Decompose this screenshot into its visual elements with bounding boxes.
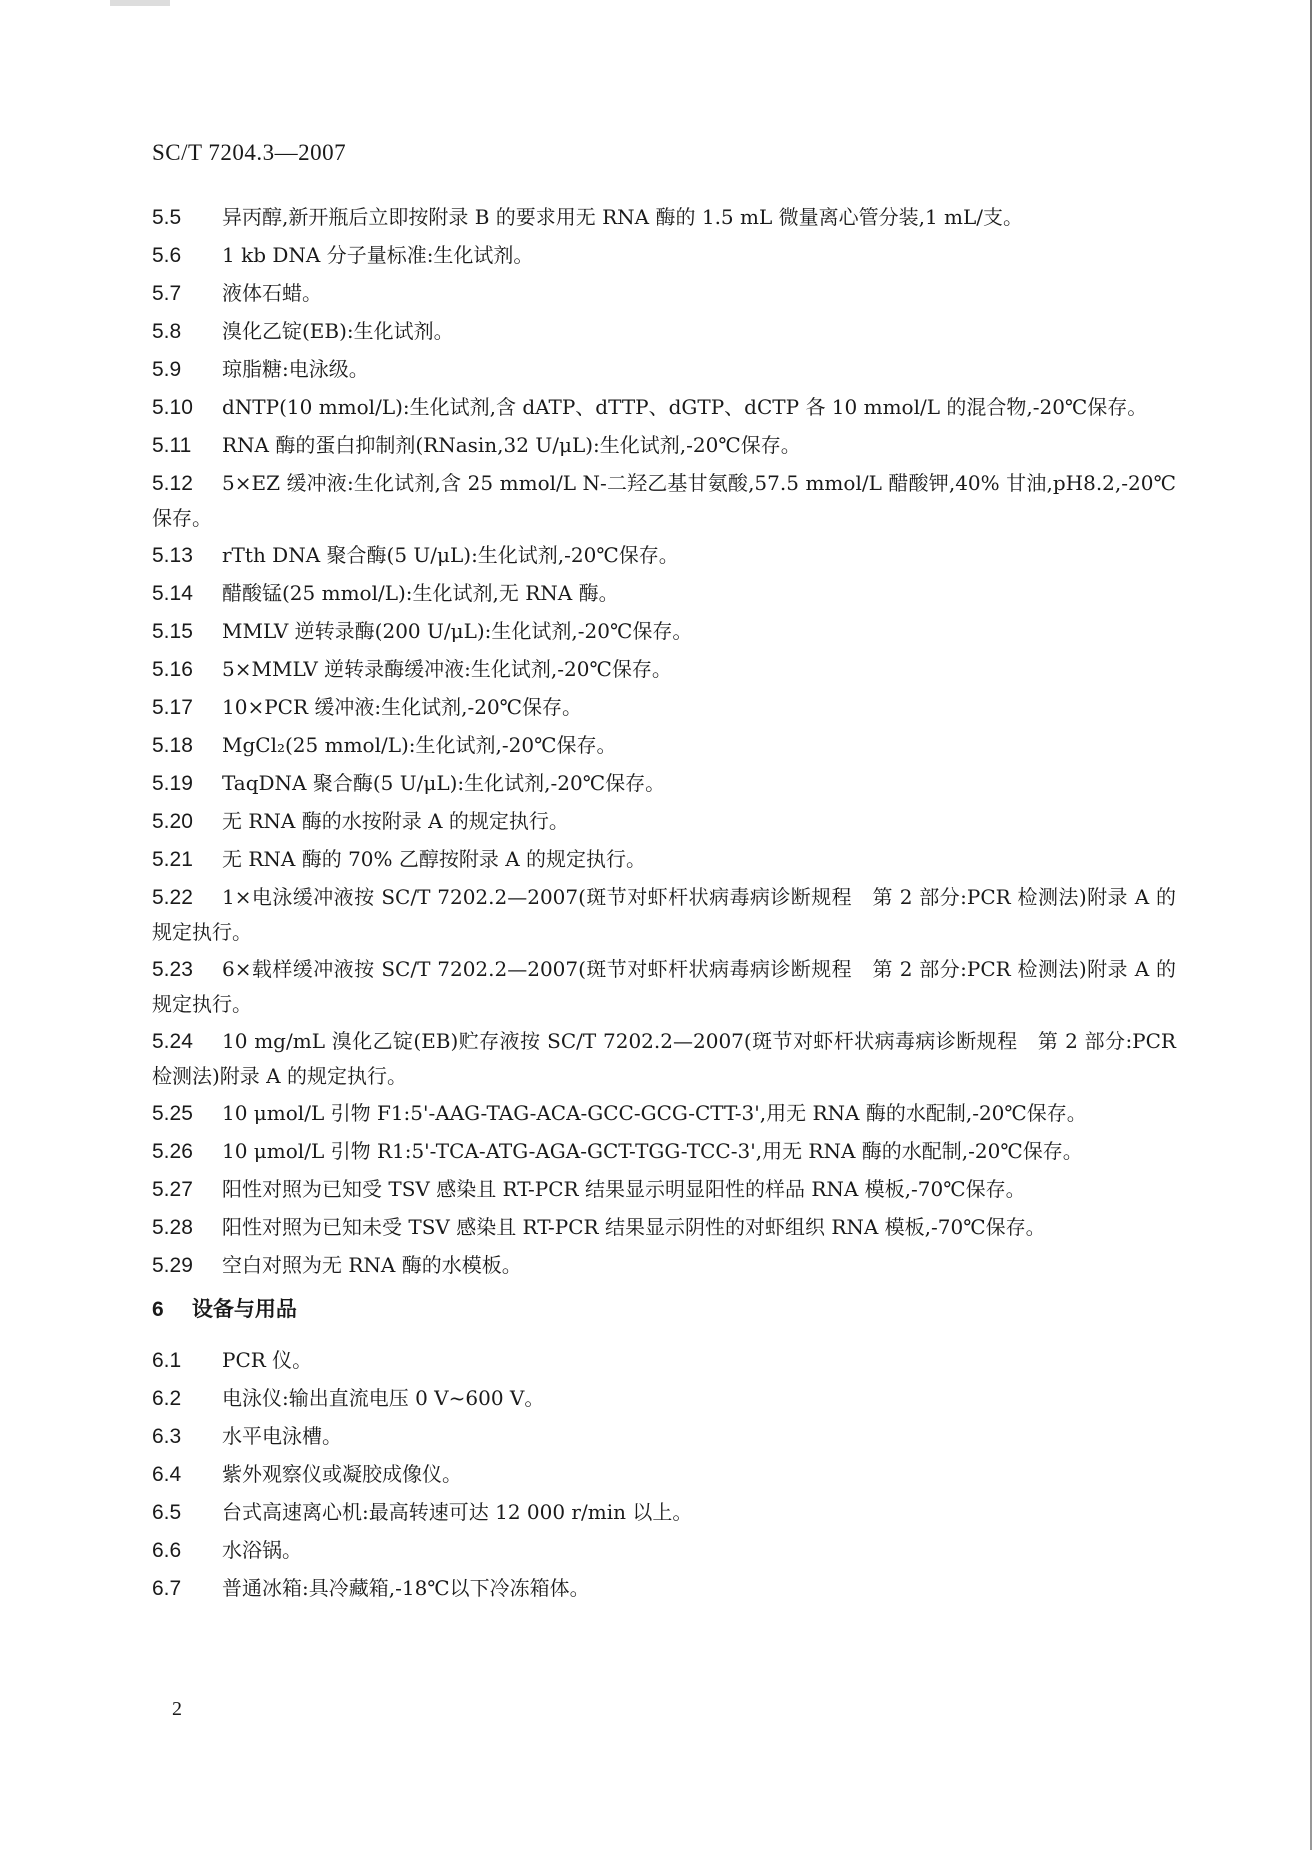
clause-number: 5.28 bbox=[152, 1216, 193, 1239]
clause-number: 5.18 bbox=[152, 734, 193, 757]
clause-item bbox=[152, 1210, 1176, 1245]
clause-text: dNTP(10 mmol/L):生化试剂,含 dATP、dTTP、dGTP、dCTP 各 10 mmol/L 的混合物,-20℃保存。 bbox=[222, 395, 1148, 419]
clause-number: 5.22 bbox=[152, 886, 193, 909]
clause-item bbox=[152, 766, 1176, 801]
clause-item bbox=[152, 614, 1176, 649]
clause-text: MgCl₂(25 mmol/L):生化试剂,-20℃保存。 bbox=[222, 733, 617, 757]
clause-item bbox=[152, 466, 1176, 535]
clause-text: 水平电泳槽。 bbox=[222, 1424, 342, 1448]
clause-number: 5.25 bbox=[152, 1102, 193, 1125]
clause-text: 紫外观察仪或凝胶成像仪。 bbox=[222, 1462, 462, 1486]
clause-text: 10 μmol/L 引物 R1:5'-TCA-ATG-AGA-GCT-TGG-TCC-3',用无 RNA 酶的水配制,-20℃保存。 bbox=[222, 1139, 1083, 1163]
clause-text: 空白对照为无 RNA 酶的水模板。 bbox=[222, 1253, 522, 1277]
clause-number: 5.17 bbox=[152, 696, 193, 719]
clause-text: 异丙醇,新开瓶后立即按附录 B 的要求用无 RNA 酶的 1.5 mL 微量离心管分装,1 mL/支。 bbox=[222, 205, 1024, 229]
clause-item bbox=[152, 314, 1176, 349]
clause-number: 5.6 bbox=[152, 244, 182, 267]
clause-item bbox=[152, 728, 1176, 763]
clause-item bbox=[152, 1533, 1176, 1568]
clause-number: 5.8 bbox=[152, 320, 182, 343]
clause-text: 电泳仪:输出直流电压 0 V~600 V。 bbox=[222, 1386, 545, 1410]
clause-text: MMLV 逆转录酶(200 U/μL):生化试剂,-20℃保存。 bbox=[222, 619, 693, 643]
clause-number: 5.13 bbox=[152, 544, 193, 567]
clause-text: TaqDNA 聚合酶(5 U/μL):生化试剂,-20℃保存。 bbox=[222, 771, 666, 795]
section-5-items bbox=[152, 200, 1176, 1283]
clause-item bbox=[152, 1096, 1176, 1131]
clause-text: 无 RNA 酶的水按附录 A 的规定执行。 bbox=[222, 809, 569, 833]
document-body bbox=[152, 200, 1176, 1609]
clause-text: RNA 酶的蛋白抑制剂(RNasin,32 U/μL):生化试剂,-20℃保存。 bbox=[222, 433, 801, 457]
clause-item bbox=[152, 1024, 1176, 1093]
clause-number: 5.7 bbox=[152, 282, 182, 305]
scan-edge-line bbox=[1310, 0, 1312, 1850]
clause-number: 5.21 bbox=[152, 848, 193, 871]
clause-text: 5×MMLV 逆转录酶缓冲液:生化试剂,-20℃保存。 bbox=[222, 657, 672, 681]
clause-text: 6×载样缓冲液按 SC/T 7202.2—2007(斑节对虾杆状病毒病诊断规程 第 2 部分:PCR 检测法)附录 A 的规定执行。 bbox=[152, 957, 1176, 1016]
clause-item bbox=[152, 652, 1176, 687]
clause-item bbox=[152, 1248, 1176, 1283]
clause-number: 5.24 bbox=[152, 1030, 193, 1053]
clause-item bbox=[152, 952, 1176, 1021]
clause-number: 5.5 bbox=[152, 206, 182, 229]
clause-item bbox=[152, 1134, 1176, 1169]
clause-item bbox=[152, 690, 1176, 725]
clause-item bbox=[152, 842, 1176, 877]
clause-item bbox=[152, 200, 1176, 235]
clause-text: 溴化乙锭(EB):生化试剂。 bbox=[222, 319, 454, 343]
clause-number: 6.6 bbox=[152, 1539, 182, 1562]
clause-number: 6.3 bbox=[152, 1425, 182, 1448]
clause-item bbox=[152, 1343, 1176, 1378]
clause-item bbox=[152, 276, 1176, 311]
document-id: SC/T 7204.3—2007 bbox=[152, 140, 347, 165]
clause-number: 5.9 bbox=[152, 358, 182, 381]
clause-item bbox=[152, 538, 1176, 573]
clause-item bbox=[152, 1172, 1176, 1207]
clause-number: 6.5 bbox=[152, 1501, 182, 1524]
clause-text: PCR 仪。 bbox=[222, 1348, 313, 1372]
clause-item bbox=[152, 576, 1176, 611]
clause-text: 台式高速离心机:最高转速可达 12 000 r/min 以上。 bbox=[222, 1500, 693, 1524]
clause-text: rTth DNA 聚合酶(5 U/μL):生化试剂,-20℃保存。 bbox=[222, 543, 679, 567]
section-6-items bbox=[152, 1343, 1176, 1606]
clause-text: 普通冰箱:具冷藏箱,-18℃以下冷冻箱体。 bbox=[222, 1576, 590, 1600]
clause-item bbox=[152, 1495, 1176, 1530]
clause-item bbox=[152, 1381, 1176, 1416]
clause-number: 5.19 bbox=[152, 772, 193, 795]
section-title: 设备与用品 bbox=[191, 1298, 297, 1321]
clause-text: 阳性对照为已知未受 TSV 感染且 RT-PCR 结果显示阴性的对虾组织 RNA 模板,-70℃保存。 bbox=[222, 1215, 1046, 1239]
clause-item bbox=[152, 238, 1176, 273]
clause-number: 6.2 bbox=[152, 1387, 182, 1410]
clause-text: 1×电泳缓冲液按 SC/T 7202.2—2007(斑节对虾杆状病毒病诊断规程 第 2 部分:PCR 检测法)附录 A 的规定执行。 bbox=[152, 885, 1176, 944]
clause-number: 5.29 bbox=[152, 1254, 193, 1277]
clause-item bbox=[152, 1419, 1176, 1454]
clause-number: 6.4 bbox=[152, 1463, 182, 1486]
clause-text: 阳性对照为已知受 TSV 感染且 RT-PCR 结果显示明显阳性的样品 RNA 模板,-70℃保存。 bbox=[222, 1177, 1026, 1201]
clause-text: 10 mg/mL 溴化乙锭(EB)贮存液按 SC/T 7202.2—2007(斑节对虾杆状病毒病诊断规程 第 2 部分:PCR 检测法)附录 A 的规定执行。 bbox=[152, 1029, 1176, 1088]
clause-text: 水浴锅。 bbox=[222, 1538, 302, 1562]
clause-item bbox=[152, 880, 1176, 949]
clause-number: 5.20 bbox=[152, 810, 193, 833]
clause-item bbox=[152, 390, 1176, 425]
clause-item bbox=[152, 428, 1176, 463]
clause-number: 5.23 bbox=[152, 958, 193, 981]
page-number: 2 bbox=[172, 1698, 182, 1720]
clause-item bbox=[152, 1457, 1176, 1492]
clause-number: 5.11 bbox=[152, 434, 192, 457]
clause-number: 5.15 bbox=[152, 620, 193, 643]
clause-text: 10 μmol/L 引物 F1:5'-AAG-TAG-ACA-GCC-GCG-CTT-3',用无 RNA 酶的水配制,-20℃保存。 bbox=[222, 1101, 1087, 1125]
section-heading bbox=[152, 1293, 1176, 1327]
clause-text: 醋酸锰(25 mmol/L):生化试剂,无 RNA 酶。 bbox=[222, 581, 619, 605]
clause-number: 5.27 bbox=[152, 1178, 193, 1201]
clause-text: 5×EZ 缓冲液:生化试剂,含 25 mmol/L N-二羟乙基甘氨酸,57.5 mmol/L 醋酸钾,40% 甘油,pH8.2,-20℃保存。 bbox=[152, 471, 1176, 530]
clause-number: 5.14 bbox=[152, 582, 193, 605]
clause-item bbox=[152, 804, 1176, 839]
clause-number: 5.12 bbox=[152, 472, 193, 495]
clause-text: 琼脂糖:电泳级。 bbox=[222, 357, 369, 381]
clause-text: 液体石蜡。 bbox=[222, 281, 322, 305]
clause-number: 5.26 bbox=[152, 1140, 193, 1163]
clause-number: 6.7 bbox=[152, 1577, 182, 1600]
clause-text: 10×PCR 缓冲液:生化试剂,-20℃保存。 bbox=[222, 695, 583, 719]
clause-number: 5.16 bbox=[152, 658, 193, 681]
scan-smudge bbox=[110, 0, 170, 6]
clause-item bbox=[152, 352, 1176, 387]
clause-item bbox=[152, 1571, 1176, 1606]
clause-number: 5.10 bbox=[152, 396, 193, 419]
clause-text: 1 kb DNA 分子量标准:生化试剂。 bbox=[222, 243, 534, 267]
section-number: 6 bbox=[152, 1298, 164, 1321]
clause-text: 无 RNA 酶的 70% 乙醇按附录 A 的规定执行。 bbox=[222, 847, 647, 871]
clause-number: 6.1 bbox=[152, 1349, 182, 1372]
